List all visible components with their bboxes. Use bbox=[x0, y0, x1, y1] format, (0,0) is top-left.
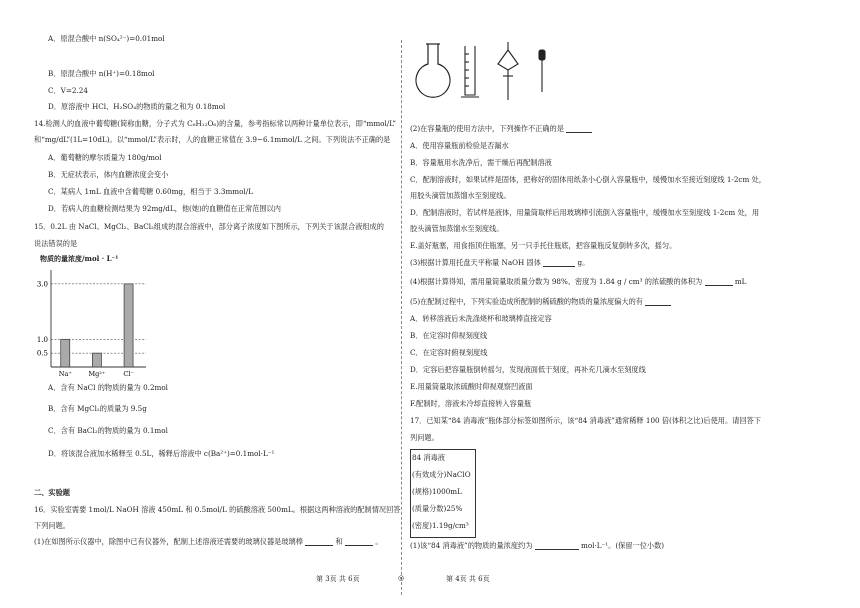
q13-option-d: D．原溶液中 HCl、H₂SO₄的物质的量之和为 0.18mol bbox=[48, 102, 226, 111]
q16-part5-option-f: F.配制时，溶液未冷却直接转入容量瓶 bbox=[410, 399, 532, 408]
q16-part3 bbox=[410, 258, 589, 267]
q16-part5-option-e: E.用量筒量取浓硫酸时仰视观察凹液面 bbox=[410, 382, 533, 391]
answer-blank[interactable] bbox=[305, 538, 333, 546]
answer-blank[interactable] bbox=[543, 259, 575, 267]
q16-part2-option-a: A．使用容量瓶前检验是否漏水 bbox=[410, 141, 509, 150]
label-line-mass-fraction: (质量分数)25% bbox=[412, 504, 463, 513]
q17-stem-line2: 列问题。 bbox=[410, 433, 439, 442]
page-number-left: 第 3页 共 6页 bbox=[316, 575, 360, 583]
chart-bars bbox=[61, 284, 133, 367]
q17-part1-text: (1)该“84 消毒液”的物质的量浓度约为 bbox=[410, 541, 533, 550]
answer-blank[interactable] bbox=[535, 542, 579, 550]
q17-part1 bbox=[410, 541, 664, 550]
q14-option-d: D．若病人的血糖检测结果为 92mg/dL，他(她)的血糖值在正常范围以内 bbox=[48, 204, 281, 213]
q16-part1-and: 和 bbox=[335, 537, 343, 546]
q15-stem-line2: 说法错误的是 bbox=[34, 239, 78, 248]
page-number-right: 第 4页 共 6页 bbox=[446, 575, 490, 583]
product-label-box bbox=[410, 449, 476, 538]
y-tick-label: 0.5 bbox=[36, 349, 48, 358]
q15-option-c: C．含有 BaCl₂的物质的量为 0.1mol bbox=[48, 426, 168, 435]
x-category-label: Mg²⁺ bbox=[88, 370, 106, 378]
q17-part1-unit: mol·L⁻¹。(保留一位小数) bbox=[581, 541, 665, 550]
ion-concentration-chart bbox=[30, 252, 150, 378]
label-line-ingredient: (有效成分)NaClO bbox=[412, 470, 471, 479]
q16-stem-line2: 下列问题。 bbox=[34, 521, 70, 530]
q16-part1-end: 。 bbox=[375, 537, 383, 546]
label-line-title: 84 消毒液 bbox=[412, 453, 445, 462]
q16-part5-option-a: A．转移溶液后未洗涤烧杯和玻璃棒直接定容 bbox=[410, 314, 552, 323]
q15-option-a: A．含有 NaCl 的物质的量为 0.2mol bbox=[48, 383, 168, 392]
x-category-label: Cl⁻ bbox=[123, 370, 134, 378]
q16-part2-text: (2)在容量瓶的使用方法中，下列操作不正确的是 bbox=[410, 124, 564, 133]
x-category-labels bbox=[59, 370, 134, 378]
q14-option-c: C．某病人 1mL 血液中含葡萄糖 0.60mg，相当于 3.3mmol/L bbox=[48, 187, 253, 196]
y-tick-label: 3.0 bbox=[36, 280, 48, 289]
q14-option-a: A．葡萄糖的摩尔质量为 180g/mol bbox=[48, 153, 162, 162]
q14-stem-line1: 14.检测人的血液中葡萄糖(简称血糖，分子式为 C₆H₁₂O₆)的含量，参考指标常以两种计量单位表示，即“mmol/L” bbox=[34, 119, 396, 128]
q14-option-b: B．无症状表示，体内血糖浓度会变小 bbox=[48, 170, 169, 179]
round-flask-icon bbox=[416, 44, 450, 97]
q16-part4 bbox=[410, 277, 746, 286]
q16-part3-text: (3)根据计算用托盘天平称量 NaOH 固体 bbox=[410, 258, 541, 267]
section-heading: 二、实验题 bbox=[34, 488, 70, 497]
q16-part2-option-c-line1: C．配制溶液时，如果试样是固体，把称好的固体用纸条小心倒入容量瓶中，缓慢加水至接近刻度线 1-2cm 处， bbox=[410, 175, 766, 184]
q13-option-c: C．V=2.24 bbox=[48, 86, 88, 95]
binding-mark-icon: ◎ bbox=[398, 574, 405, 582]
q16-part5-option-d: D．定容后把容量瓶倒转摇匀，发现液面低于刻度，再补充几滴水至刻度线 bbox=[410, 365, 646, 374]
q13-option-a: A．原混合酸中 n(SO₄²⁻)=0.01mol bbox=[48, 34, 165, 43]
q16-part5-option-c: C．在定容时俯视刻度线 bbox=[410, 348, 488, 357]
bar bbox=[92, 353, 101, 367]
q16-part2-option-e: E.盖好瓶塞，用食指顶住瓶塞，另一只手托住瓶底，把容量瓶反复倒转多次，摇匀。 bbox=[410, 241, 677, 250]
y-tick-labels bbox=[37, 280, 48, 357]
q16-part4-unit: mL bbox=[734, 277, 747, 286]
answer-blank[interactable] bbox=[345, 538, 373, 546]
q16-part4-text: (4)根据计算得知，需用量筒量取质量分数为 98%、密度为 1.84 g / cm³ 的浓硫酸的体积为 bbox=[410, 277, 703, 286]
x-category-label: Na⁺ bbox=[58, 370, 72, 378]
q15-stem-line1: 15．0.2L 由 NaCl、MgCl₂、BaCl₂组成的混合溶液中，部分离子浓度如下图所示，下列关于该混合液组成的 bbox=[34, 222, 384, 231]
graduated-cylinder-icon bbox=[461, 46, 479, 97]
label-line-density: (密度)1.19g/cm³ bbox=[412, 521, 469, 530]
q16-part2-option-d-line1: D．配制溶液时，若试样是液体，用量筒取样后用玻璃棒引流倒入容量瓶中，缓慢加水至刻度线 1-2cm 处，用 bbox=[410, 208, 760, 217]
q15-option-d: D．将该混合液加水稀释至 0.5L，稀释后溶液中 c(Ba²⁺)=0.1mol·L⁻¹ bbox=[48, 449, 275, 458]
bar bbox=[61, 339, 70, 367]
answer-blank[interactable] bbox=[645, 298, 671, 306]
q16-part2-option-d-line2: 胶头滴管加蒸馏水至刻度线。 bbox=[410, 224, 504, 233]
answer-blank[interactable] bbox=[566, 125, 592, 133]
label-line-volume: (规格)1000mL bbox=[412, 487, 462, 496]
q16-part5-option-b: B．在定容时仰视刻度线 bbox=[410, 331, 488, 340]
q16-part5-text: (5)在配制过程中，下列实验造成所配制的稀硫酸的物质的量浓度偏大的有 bbox=[410, 297, 643, 306]
bar bbox=[124, 284, 133, 367]
q16-part1 bbox=[34, 537, 383, 546]
answer-blank[interactable] bbox=[705, 278, 733, 286]
y-tick-label: 1.0 bbox=[36, 335, 48, 344]
left-column bbox=[0, 0, 400, 608]
q14-stem-line2: 和“mg/dL”(1L=10dL)。以“mmol/L”表示时，人的血糖正常值在 3.9~6.1mmol/L 之间。下列说法不正确的是 bbox=[34, 135, 391, 144]
chart-title: 物质的量浓度/mol · L⁻¹ bbox=[40, 254, 119, 263]
separatory-funnel-icon bbox=[498, 42, 518, 100]
q16-part5 bbox=[410, 297, 671, 306]
q15-option-b: B．含有 MgCl₂的质量为 9.5g bbox=[48, 404, 147, 413]
q17-stem-line1: 17．已知某“84 消毒液”瓶体部分标签如图所示，该“84 消毒液”通常稀释 100 倍(体积之比)后使用。请回答下 bbox=[410, 416, 761, 425]
q16-part1-text: (1)在如图所示仪器中，除图中已有仪器外，配制上述溶液还需要的玻璃仪器是玻璃棒 bbox=[34, 537, 303, 546]
q16-part2-option-c-line2: 用胶头滴管加蒸馏水至刻度线。 bbox=[410, 191, 511, 200]
dropper-icon bbox=[539, 50, 545, 92]
q16-stem-line1: 16．实验室需要 1mol/L NaOH 溶液 450mL 和 0.5mol/L 的硫酸溶液 500mL。根据这两种溶液的配制情况回答 bbox=[34, 505, 401, 514]
q16-part2 bbox=[410, 124, 592, 133]
q16-part2-option-b: B．容量瓶用水洗净后，需干燥后再配制溶液 bbox=[410, 158, 552, 167]
q16-part3-unit: g。 bbox=[577, 258, 590, 267]
lab-glassware-figure bbox=[408, 40, 558, 106]
q13-option-b: B．原混合酸中 n(H⁺)=0.18mol bbox=[48, 69, 155, 78]
